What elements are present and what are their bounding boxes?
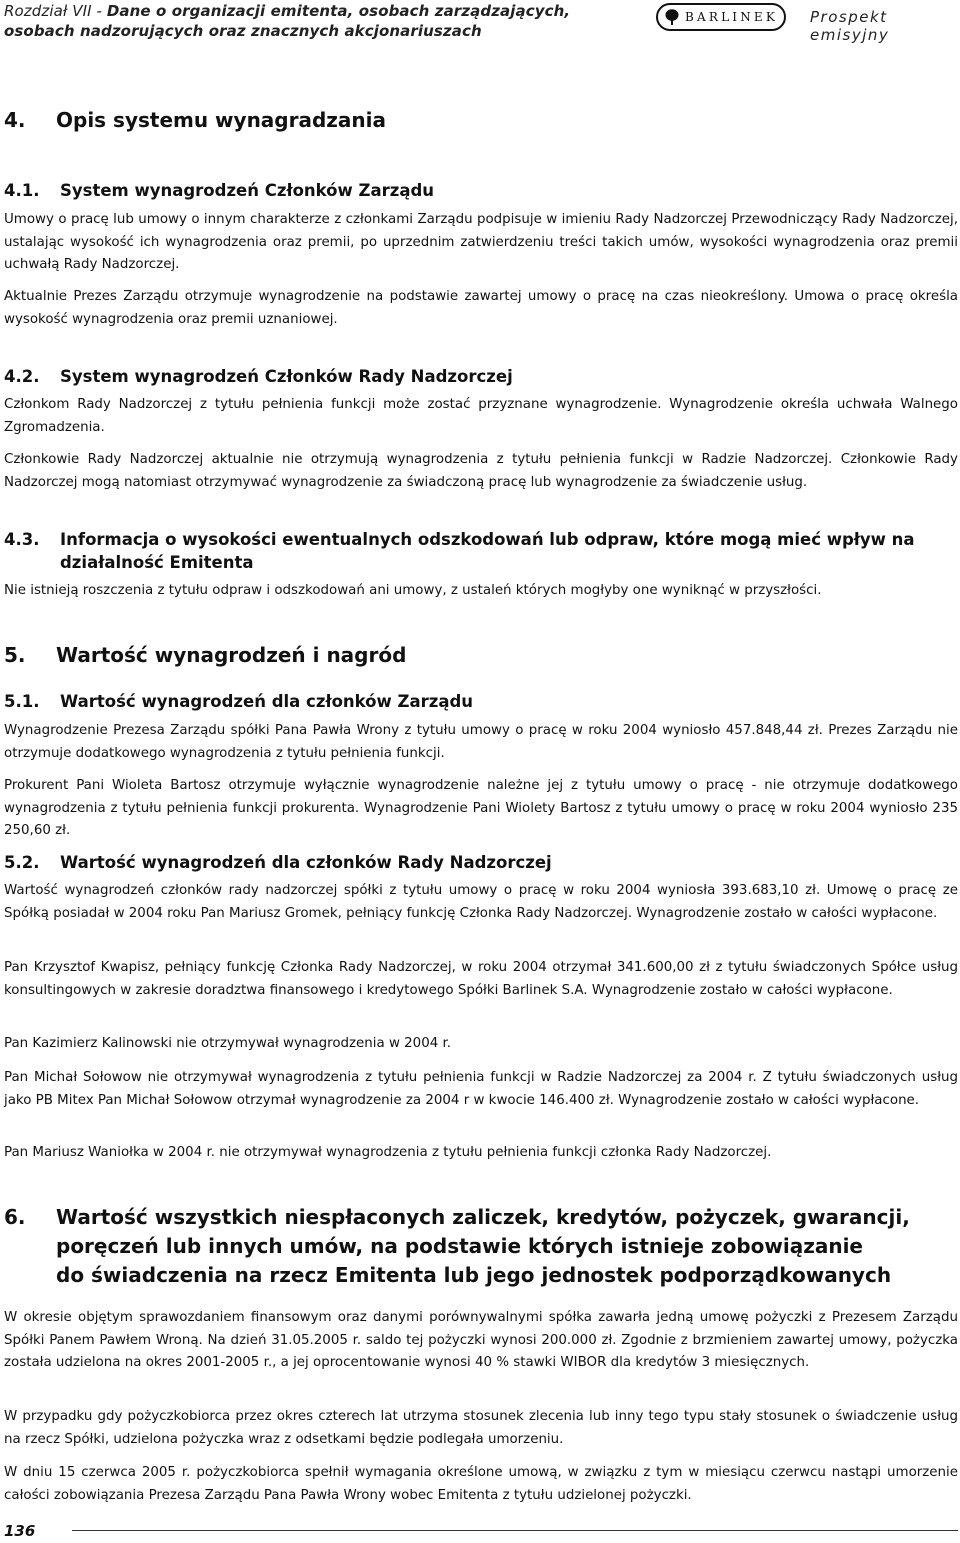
paragraph: Nie istnieją roszczenia z tytułu odpraw i odszkodowań ani umowy, z ustaleń których mogłyby one wyniknąć w przyszłości.: [4, 583, 822, 598]
section-number: 4.: [4, 108, 26, 132]
section-number: 4.3.: [4, 530, 40, 549]
paragraph: Aktualnie Prezes Zarządu otrzymuje wynagrodzenie na podstawie zawartej umowy o pracę na czas nieokreślony. Umowa o pracę określa wysokość wynagrodzenia oraz premii uznaniowej.: [4, 289, 958, 327]
section-number: 5.1.: [4, 692, 40, 711]
section-heading-5-1: [4, 690, 473, 713]
paragraph: Członkowie Rady Nadzorczej aktualnie nie otrzymują wynagrodzenia z tytułu pełnienia funkcji w Radzie Nadzorczej. Członkowie Rady Nadzorczej mogą natomiast otrzymywać wynagrodzenie za świadczoną pracę lub wynagrodzenie za świadczenie usług.: [4, 452, 958, 490]
paragraph: Umowy o pracę lub umowy o innym charakterze z członkami Zarządu podpisuje w imieniu Rady Nadzorczej Przewodniczący Rady Nadzorczej, ustalając wysokość ich wynagrodzenia oraz premii, po uprzednim zatwierdzeniu treści takich umów, wysokości wynagrodzenia oraz premii uchwałą Rady Nadzorczej.: [4, 212, 958, 272]
section-number: 4.1.: [4, 181, 40, 200]
section-heading-5-2: [4, 851, 552, 874]
document-type-label: Prospekt emisyjny: [810, 8, 890, 44]
paragraph: Wartość wynagrodzeń członków rady nadzorczej spółki z tytułu umowy o pracę w roku 2004 wyniosła 393.683,10 zł. Umowę o pracę ze Spółką posiadał w 2004 roku Pan Mariusz Gromek, pełniący funkcję Członka Rady Nadzorczej. Wynagrodzenie zostało w całości wypłacone.: [4, 883, 958, 921]
paragraph: Pan Mariusz Waniołka w 2004 r. nie otrzymywał wynagrodzenia z tytułu pełnienia funkcji członka Rady Nadzorczej.: [4, 1145, 772, 1160]
paragraph: Pan Michał Sołowow nie otrzymywał wynagrodzenia z tytułu pełnienia funkcji w Radzie Nadzorczej za 2004 r. Z tytułu świadczonych usług jako PB Mitex Pan Michał Sołowow otrzymał wynagrodzenie za 2004 r w kwocie 146.400 zł. Wynagrodzenie zostało w całości wypłacone.: [4, 1070, 958, 1108]
logo-wordmark: BARLINEK: [685, 10, 779, 24]
barlinek-logo: [656, 3, 786, 31]
paragraph: Prokurent Pani Wioleta Bartosz otrzymuje wyłącznie wynagrodzenie należne jej z tytułu umowy o pracę - nie otrzymuje dodatkowego wynagrodzenia z tytułu pełnienia funkcji prokurenta. Wynagrodzenie Pani Wiolety Bartosz z tytułu umowy o pracę w roku 2004 wyniosło 235 250,60 zł.: [4, 778, 958, 838]
section-title: System wynagrodzeń Członków Rady Nadzorczej: [60, 367, 513, 386]
section-title-line: Wartość wszystkich niespłaconych zaliczek, kredytów, pożyczek, gwarancji,: [56, 1205, 910, 1229]
section-title: Wartość wynagrodzeń dla członków Zarządu: [60, 692, 474, 711]
section-title: Wartość wynagrodzeń dla członków Rady Nadzorczej: [60, 853, 552, 872]
section-title: Informacja o wysokości ewentualnych odszkodowań lub odpraw, które mogą mieć wpływ na działalność Emitenta: [60, 530, 915, 572]
chapter-subtitle-line2: osobach nadzorujących oraz znacznych akcjonariuszach: [4, 22, 482, 40]
chapter-subtitle-line1: Dane o organizacji emitenta, osobach zarządzających,: [106, 2, 571, 20]
section-number: 6.: [4, 1205, 26, 1229]
section-heading-5: [4, 642, 406, 668]
page-number: 136: [4, 1522, 36, 1540]
section-heading-4-1: [4, 179, 434, 202]
paragraph: Członkom Rady Nadzorczej z tytułu pełnienia funkcji może zostać przyznane wynagrodzenie. Wynagrodzenie określa uchwała Walnego Zgromadzenia.: [4, 397, 958, 435]
paragraph: W przypadku gdy pożyczkobiorca przez okres czterech lat utrzyma stosunek zlecenia lub inny tego typu stały stosunek o świadczenie usług na rzecz Spółki, udzielona pożyczka wraz z odsetkami będzie podlegała umorzeniu.: [4, 1409, 958, 1447]
section-number: 5.2.: [4, 853, 40, 872]
section-heading-4: [4, 107, 386, 133]
paragraph: Wynagrodzenie Prezesa Zarządu spółki Pana Pawła Wrony z tytułu umowy o pracę w roku 2004 wyniosło 457.848,44 zł. Prezes Zarządu nie otrzymuje dodatkowego wynagrodzenia z tytułu pełnienia funkcji.: [4, 723, 958, 761]
section-title: [56, 1203, 910, 1290]
paragraph: W okresie objętym sprawozdaniem finansowym oraz danymi porównywalnymi spółka zawarła jedną umowę pożyczki z Prezesem Zarządu Spółki Panem Pawłem Wroną. Na dzień 31.05.2005 r. saldo tej pożyczki wynosi 200.000 zł. Zgodnie z brzmieniem zawartej umowy, pożyczka została udzielona na okres 2001-2005 r., a jej oprocentowanie wynosi 40 % stawki WIBOR dla kredytów 3 miesięcznych.: [4, 1310, 958, 1370]
footer-divider: [72, 1530, 958, 1531]
section-title: System wynagrodzeń Członków Zarządu: [60, 181, 435, 200]
chapter-label: Rozdział VII -: [4, 2, 107, 20]
section-title-line: do świadczenia na rzecz Emitenta lub jego jednostek podporządkowanych: [56, 1263, 892, 1287]
section-number: 4.2.: [4, 367, 40, 386]
section-title: Opis systemu wynagradzania: [56, 108, 387, 132]
section-title-line: poręczeń lub innych umów, na podstawie których istnieje zobowiązanie: [56, 1234, 863, 1258]
paragraph: W dniu 15 czerwca 2005 r. pożyczkobiorca spełnił wymagania określone umową, w związku z tym w miesiącu czerwcu nastąpi umorzenie całości zobowiązania Prezesa Zarządu Pana Pawła Wrony wobec Emitenta z tytułu udzielonej pożyczki.: [4, 1465, 958, 1503]
paragraph: Pan Krzysztof Kwapisz, pełniący funkcję Członka Rady Nadzorczej, w roku 2004 otrzymał 341.600,00 zł z tytułu świadczonych Spółce usług konsultingowych w zakresie doradztwa finansowego i kredytowego Spółki Barlinek S.A. Wynagrodzenie zostało w całości wypłacone.: [4, 960, 958, 998]
tree-icon: [665, 9, 679, 25]
chapter-title: [4, 1, 570, 41]
section-heading-4-2: [4, 365, 513, 388]
section-title: Wartość wynagrodzeń i nagród: [56, 643, 407, 667]
section-number: 5.: [4, 643, 26, 667]
paragraph: Pan Kazimierz Kalinowski nie otrzymywał wynagrodzenia w 2004 r.: [4, 1036, 452, 1051]
page-header: [0, 0, 960, 44]
